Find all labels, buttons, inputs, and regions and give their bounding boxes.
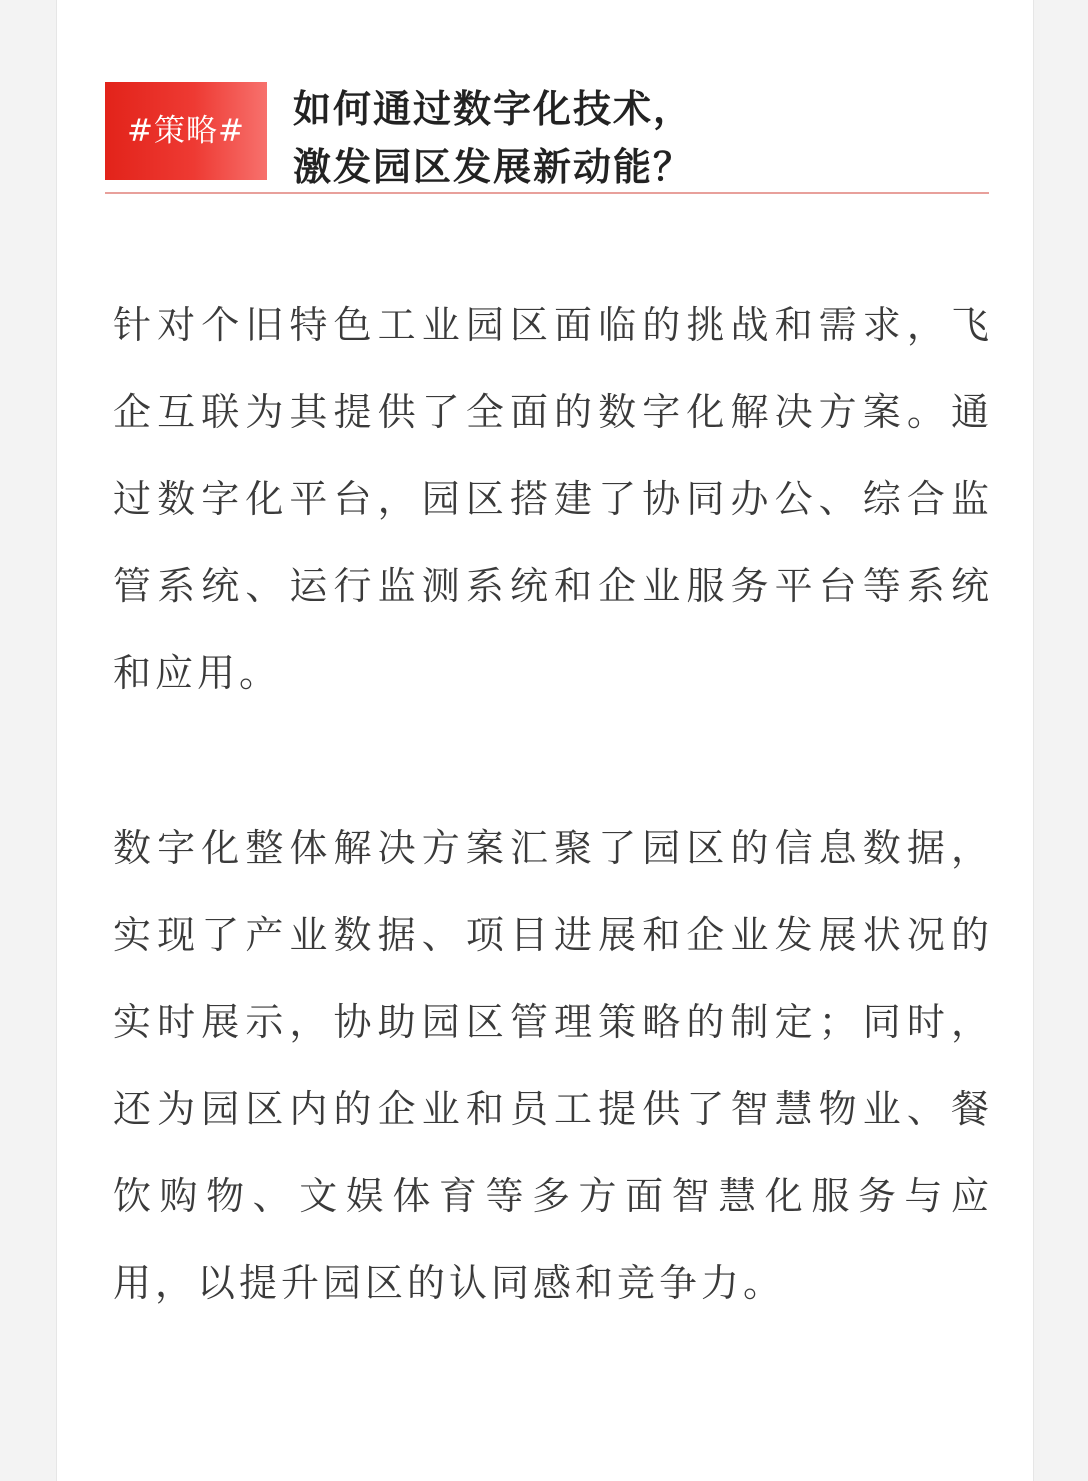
strategy-tag: #策略#	[105, 82, 267, 180]
body-paragraph-1: 针对个旧特色工业园区面临的挑战和需求，飞企互联为其提供了全面的数字化解决方案。通过数字化平台，园区搭建了协同办公、综合监管系统、运行监测系统和企业服务平台等系统和应用。	[113, 303, 993, 695]
title-line-2: 激发园区发展新动能？	[293, 145, 694, 189]
article-page	[56, 0, 1034, 1481]
header-divider	[105, 192, 989, 194]
title-line-1: 如何通过数字化技术，	[293, 87, 694, 131]
section-title	[293, 80, 983, 196]
article-body	[113, 282, 993, 1415]
section-header	[105, 80, 989, 194]
body-paragraph-2: 数字化整体解决方案汇聚了园区的信息数据，实现了产业数据、项目进展和企业发展状况的实时展示，协助园区管理策略的制定；同时，还为园区内的企业和员工提供了智慧物业、餐饮购物、文娱体育等多方面智慧化服务与应用，以提升园区的认同感和竞争力。	[113, 826, 993, 1305]
